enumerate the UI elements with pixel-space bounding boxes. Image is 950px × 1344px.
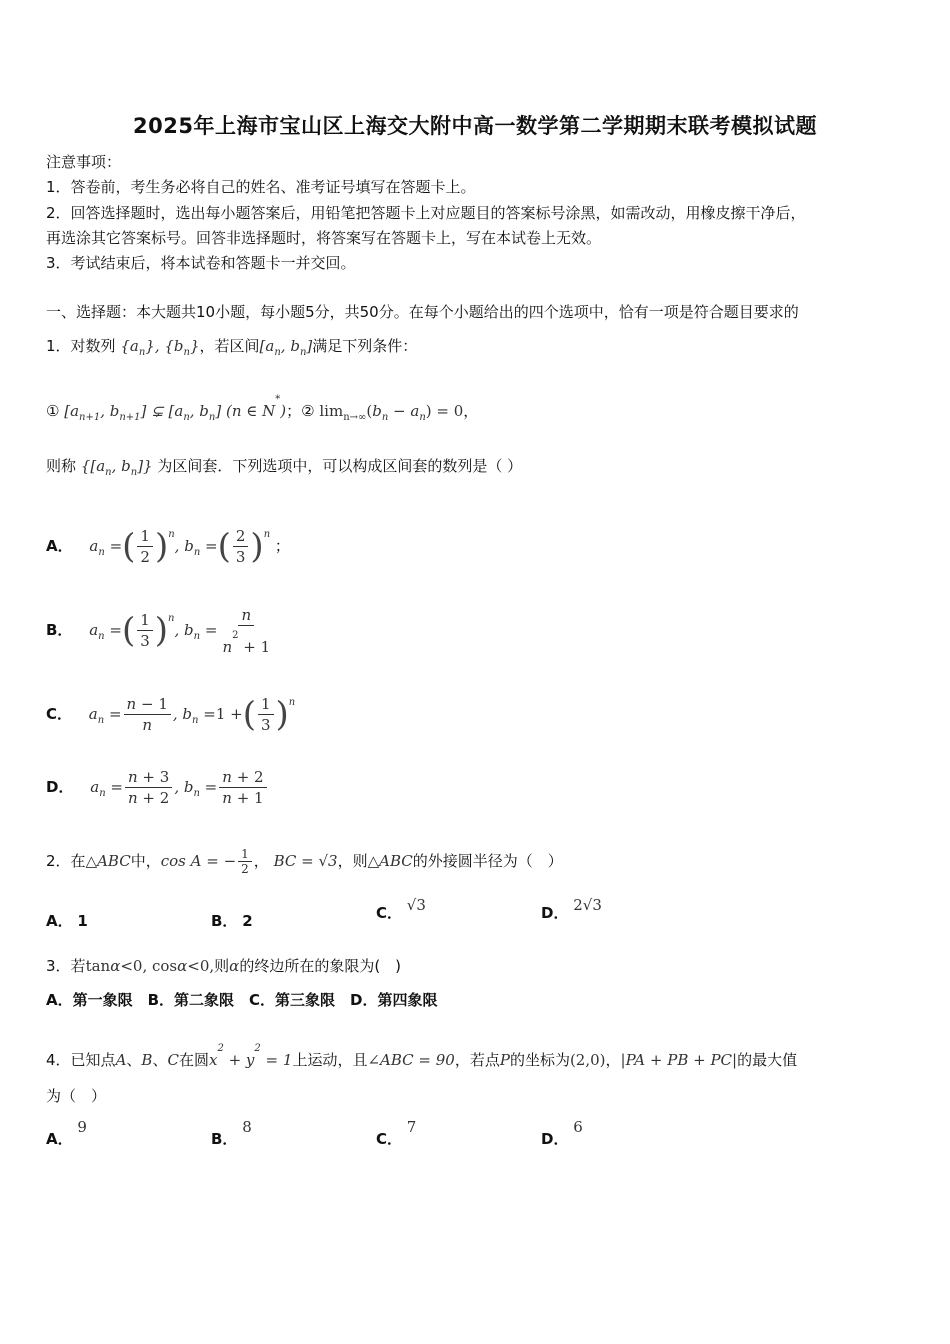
q4-option-a[interactable] — [46, 1118, 87, 1149]
point-p-coordinates: (2,0) — [569, 1051, 606, 1069]
q1-text-2: ，若区间 — [199, 337, 260, 355]
sequence-an-bn: $\{a_n\}$, $\{b_n\}$ — [120, 337, 200, 358]
option-value: 6 — [573, 1118, 583, 1136]
condition-separator: ；② — [286, 402, 315, 420]
q2-text-1: 在 — [70, 852, 86, 870]
q1-call-post: 为区间套．下列选项中，可以构成区间套的数列是（ ） — [157, 457, 523, 475]
q2-option-d[interactable] — [541, 896, 602, 923]
vector-sum-abs: |PA + PB + PC| — [620, 1051, 738, 1069]
question-1-definition — [46, 456, 522, 483]
question-number: 4． — [46, 1051, 71, 1069]
q1-option-b[interactable]: B． $a_n$ =( $\frac{1}{3}$ )$^n$, $b_n$ = $\frac{n}{n^2 + 1}$ — [46, 605, 271, 656]
bc-formula: BC = √3 — [273, 852, 338, 870]
option-label: B． — [211, 1130, 238, 1148]
point-c: C — [167, 1051, 179, 1069]
question-number: 1． — [46, 337, 71, 355]
point-a: A — [115, 1051, 127, 1069]
q1-option-d[interactable]: D． $a_n$ = $\frac{n + 3}{n + 2}$ , $b_n$ = $\frac{n + 2}{n + 1}$ — [46, 764, 269, 817]
q2-text-5: 的外接圆半径为（ ） — [412, 852, 563, 870]
interval-set: {[$a_n$, $b_n$]} — [80, 457, 153, 478]
option-label: B． — [211, 912, 238, 930]
q4-option-d[interactable] — [541, 1118, 583, 1149]
option-a-formula: $a_n$ = — [89, 537, 123, 558]
question-4-stem — [46, 1036, 797, 1073]
option-label: A． — [46, 537, 73, 555]
q4-text-1: 已知点 — [70, 1051, 116, 1069]
option-a-end: ； — [274, 537, 290, 555]
q4-separator: 、 — [126, 1051, 142, 1069]
option-value: 7 — [406, 1118, 417, 1136]
q4-text-3: 上运动，且 — [292, 1051, 368, 1069]
question-number: 2． — [46, 852, 71, 870]
q1-text-1: 对数列 — [70, 337, 116, 355]
option-label: C． — [46, 705, 73, 723]
question-1-conditions — [46, 390, 478, 428]
q4-text-6: ， — [605, 1051, 621, 1069]
option-c-formula: $a_n$ = — [88, 705, 122, 726]
q2-option-a[interactable] — [46, 910, 88, 931]
option-label: B． — [46, 621, 73, 639]
option-label: D． — [541, 1130, 569, 1148]
question-1-stem — [46, 336, 417, 363]
option-label: D． — [541, 904, 569, 922]
option-c-formula: √3 — [406, 896, 426, 914]
notice-item-3: 3．考试结束后，将本试卷和答题卡一并交回。 — [46, 254, 356, 272]
q4-text-5: 的坐标为 — [509, 1051, 570, 1069]
question-2-stem: 2．在△ABC中，cos A = − $\frac{1}{2}$ ， BC = √3，则△ABC的外接圆半径为（ ） — [46, 847, 563, 876]
q4-text-7: 的最大值 — [737, 1051, 798, 1069]
q2-option-c[interactable] — [376, 896, 426, 923]
option-value: 2 — [242, 912, 253, 930]
point-b: B — [141, 1051, 153, 1069]
q3-text-3: 的终边所在的象限为( ) — [239, 957, 402, 975]
option-label: D． — [46, 778, 74, 796]
condition-1-formula: [$a_{n+1}$, $b_{n+1}$] ⊊ [$a_n$, $b_n$] (n ∈ N*) — [64, 394, 287, 423]
option-d-formula: 2√3 — [573, 896, 602, 914]
section-heading: 一、选择题：本大题共10小题，每小题5分，共50分。在每个小题给出的四个选项中，恰有一项是符合题目要求的 — [46, 303, 799, 321]
q2-option-b[interactable] — [211, 910, 253, 931]
question-number: 3． — [46, 957, 71, 975]
notice-item-2a: 2．回答选择题时，选出每小题答案后，用铅笔把答题卡上对应题目的答案标号涂黑，如需改动，用橡皮擦干净后， — [46, 204, 806, 222]
q2-text-3: ， — [253, 852, 269, 870]
alpha-symbol: α — [229, 957, 240, 975]
q1-call-pre: 则称 — [46, 457, 77, 475]
triangle-abc: △ABC — [85, 852, 131, 870]
option-value: 9 — [77, 1118, 87, 1136]
condition-1-marker: ① — [46, 402, 60, 420]
q1-text-3: 满足下列条件： — [312, 337, 418, 355]
q2-text-4: ，则 — [337, 852, 368, 870]
question-3-stem — [46, 956, 401, 976]
point-p: P — [499, 1051, 510, 1069]
q3-text-1: 若 — [70, 957, 86, 975]
option-value: 1 — [77, 912, 88, 930]
notice-heading: 注意事项： — [46, 153, 122, 171]
option-d-formula: $a_n$ = — [90, 778, 123, 799]
condition-end: ， — [463, 402, 479, 420]
q3-condition-formula: tanα<0, cosα<0, — [85, 957, 215, 975]
q4-text-4: ，若点 — [454, 1051, 500, 1069]
option-label: C． — [376, 904, 403, 922]
angle-abc: ∠ABC = 90 — [367, 1051, 455, 1069]
q4-separator: 、 — [152, 1051, 168, 1069]
cos-a-formula: cos A = − — [160, 852, 237, 870]
option-b-formula: $a_n$ = — [89, 621, 122, 642]
q1-option-a[interactable]: A． $a_n$ =( $\frac{1}{2}$ )$^n$, $b_n$ =( $\frac{2}{3}$ )$^n$ ； — [46, 526, 290, 567]
q4-option-b[interactable] — [211, 1118, 252, 1149]
option-label: A． — [46, 912, 73, 930]
option-value: 8 — [242, 1118, 252, 1136]
q4-option-c[interactable] — [376, 1118, 417, 1149]
q3-text-2: 则 — [214, 957, 230, 975]
notice-item-2b: 再选涂其它答案标号。回答非选择题时，将答案写在答题卡上，写在本试卷上无效。 — [46, 229, 602, 247]
page-title: 2025年上海市宝山区上海交大附中高一数学第二学期期末联考模拟试题 — [133, 114, 817, 138]
condition-2-formula: $\lim_{n\to\infty}(b_n - a_n) = 0$ — [319, 402, 464, 423]
notice-item-1: 1．答卷前，考生务必将自己的姓名、准考证号填写在答题卡上。 — [46, 178, 476, 196]
option-label: A． — [46, 1130, 73, 1148]
option-label: C． — [376, 1130, 403, 1148]
q3-options[interactable]: A．第一象限 B．第二象限 C．第三象限 D．第四象限 — [46, 991, 438, 1009]
triangle-abc: △ABC — [367, 852, 413, 870]
circle-equation: $x^2 + y^2 = 1$ — [208, 1043, 293, 1069]
q4-text-continued: 为（ ） — [46, 1087, 107, 1105]
q1-option-c[interactable]: C． $a_n$ = $\frac{n - 1}{n}$ , $b_n =1$ +( $\frac{1}{3}$ )$^n$ — [46, 694, 296, 735]
q2-text-2: 中， — [130, 852, 161, 870]
interval-an-bn: [$a_n$, $b_n$] — [259, 337, 313, 358]
q4-text-2: 在圆 — [178, 1051, 209, 1069]
